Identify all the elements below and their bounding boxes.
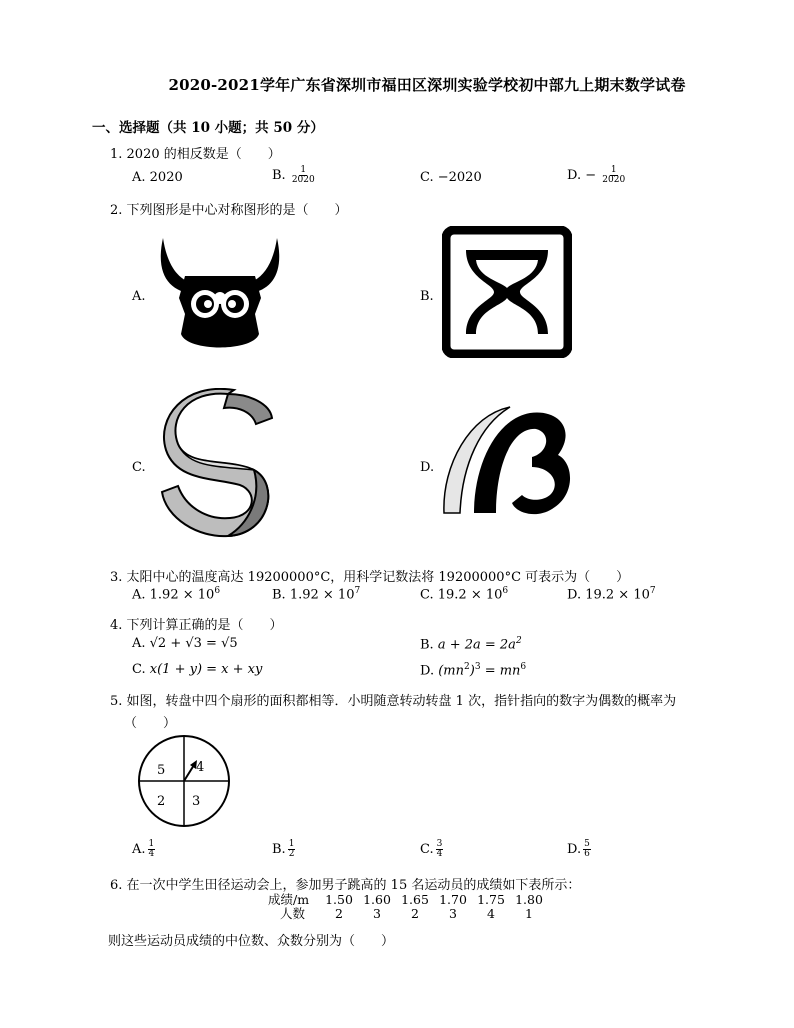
q4-option-b: B. $a + 2a = 2a^2$ [420,636,522,653]
table-cell: 1.70 [439,892,467,907]
beta-figure [440,405,580,520]
q3-option-a: A. $1.92 \times 10^6$ [132,586,221,603]
q3-stem: 3. 太阳中心的温度高达 19200000°C，用科学记数法将 19200000°C 可表示为（ ） [110,570,630,585]
q5-stem: 5. 如图，转盘中四个扇形的面积都相等．小明随意转动转盘 1 次，指针指向的数字为偶数的概率为 [110,694,677,709]
q4-option-c: C. x(1 + y) = x + xy [132,662,263,677]
q1-option-b: B. $\frac{1}{2020}$ [272,165,315,185]
q1-option-a: A. 2020 [132,170,183,185]
q1-option-c: C. −2020 [420,170,482,185]
q1-option-d: D. − $\frac{1}{2020}$ [567,165,626,185]
q3-option-c: C. $19.2 \times 10^6$ [420,586,509,603]
q2-option-b: B. [420,289,434,304]
q4-option-d: D. $(mn^2)^3 = mn^6$ [420,662,527,679]
q6-stem-question: 则这些运动员成绩的中位数、众数分别为（ ） [108,934,395,949]
table-cell: 1.80 [515,892,543,907]
spinner-wheel-figure [136,733,232,829]
q3-option-b: B. $1.92 \times 10^7$ [272,586,361,603]
table-cell: 3 [449,906,457,921]
wheel-label-3: 3 [192,794,201,809]
hourglass-figure [442,226,572,358]
q2-option-d: D. [420,460,435,475]
q5-option-a: A. $\frac{1}{4}$ [132,839,155,859]
wheel-label-5: 5 [157,763,166,778]
wheel-label-4: 4 [196,760,205,775]
table-cell: 3 [373,906,381,921]
table-cell: 2 [335,906,343,921]
q4-stem: 4. 下列计算正确的是（ ） [110,618,283,633]
q5-option-c: C. $\frac{3}{4}$ [420,839,443,859]
score-row [268,893,548,907]
q1-stem: 1. 2020 的相反数是（ ） [110,147,281,162]
exam-title: 2020-2021学年广东省深圳市福田区深圳实验学校初中部九上期末数学试卷 [168,76,686,94]
count-row-header: 人数 [280,906,306,921]
table-cell: 4 [487,906,495,921]
table-cell: 1.50 [325,892,353,907]
q5-stem-paren: （ ） [124,716,177,731]
q5-option-b: B. $\frac{1}{2}$ [272,839,295,859]
bull-head-figure [155,234,285,356]
table-cell: 1.75 [477,892,505,907]
score-row-header: 成绩/m [268,892,310,907]
q5-option-d: D. $\frac{5}{6}$ [567,839,590,859]
q2-stem: 2. 下列图形是中心对称图形的是（ ） [110,203,348,218]
table-cell: 1.65 [401,892,429,907]
table-cell: 1 [525,906,533,921]
count-row [268,907,548,921]
score-table [268,893,548,921]
section-heading: 一、选择题（共 10 小题；共 50 分） [92,120,324,136]
q3-option-d: D. $19.2 \times 10^7$ [567,586,656,603]
q6-stem: 6. 在一次中学生田径运动会上，参加男子跳高的 15 名运动员的成绩如下表所示： [110,878,581,893]
wheel-label-2: 2 [157,794,166,809]
table-cell: 2 [411,906,419,921]
q2-option-c: C. [132,460,146,475]
s-shape-figure [158,388,288,543]
q2-option-a: A. [132,289,146,304]
q4-option-a: A. √2 + √3 = √5 [132,636,238,651]
table-cell: 1.60 [363,892,391,907]
